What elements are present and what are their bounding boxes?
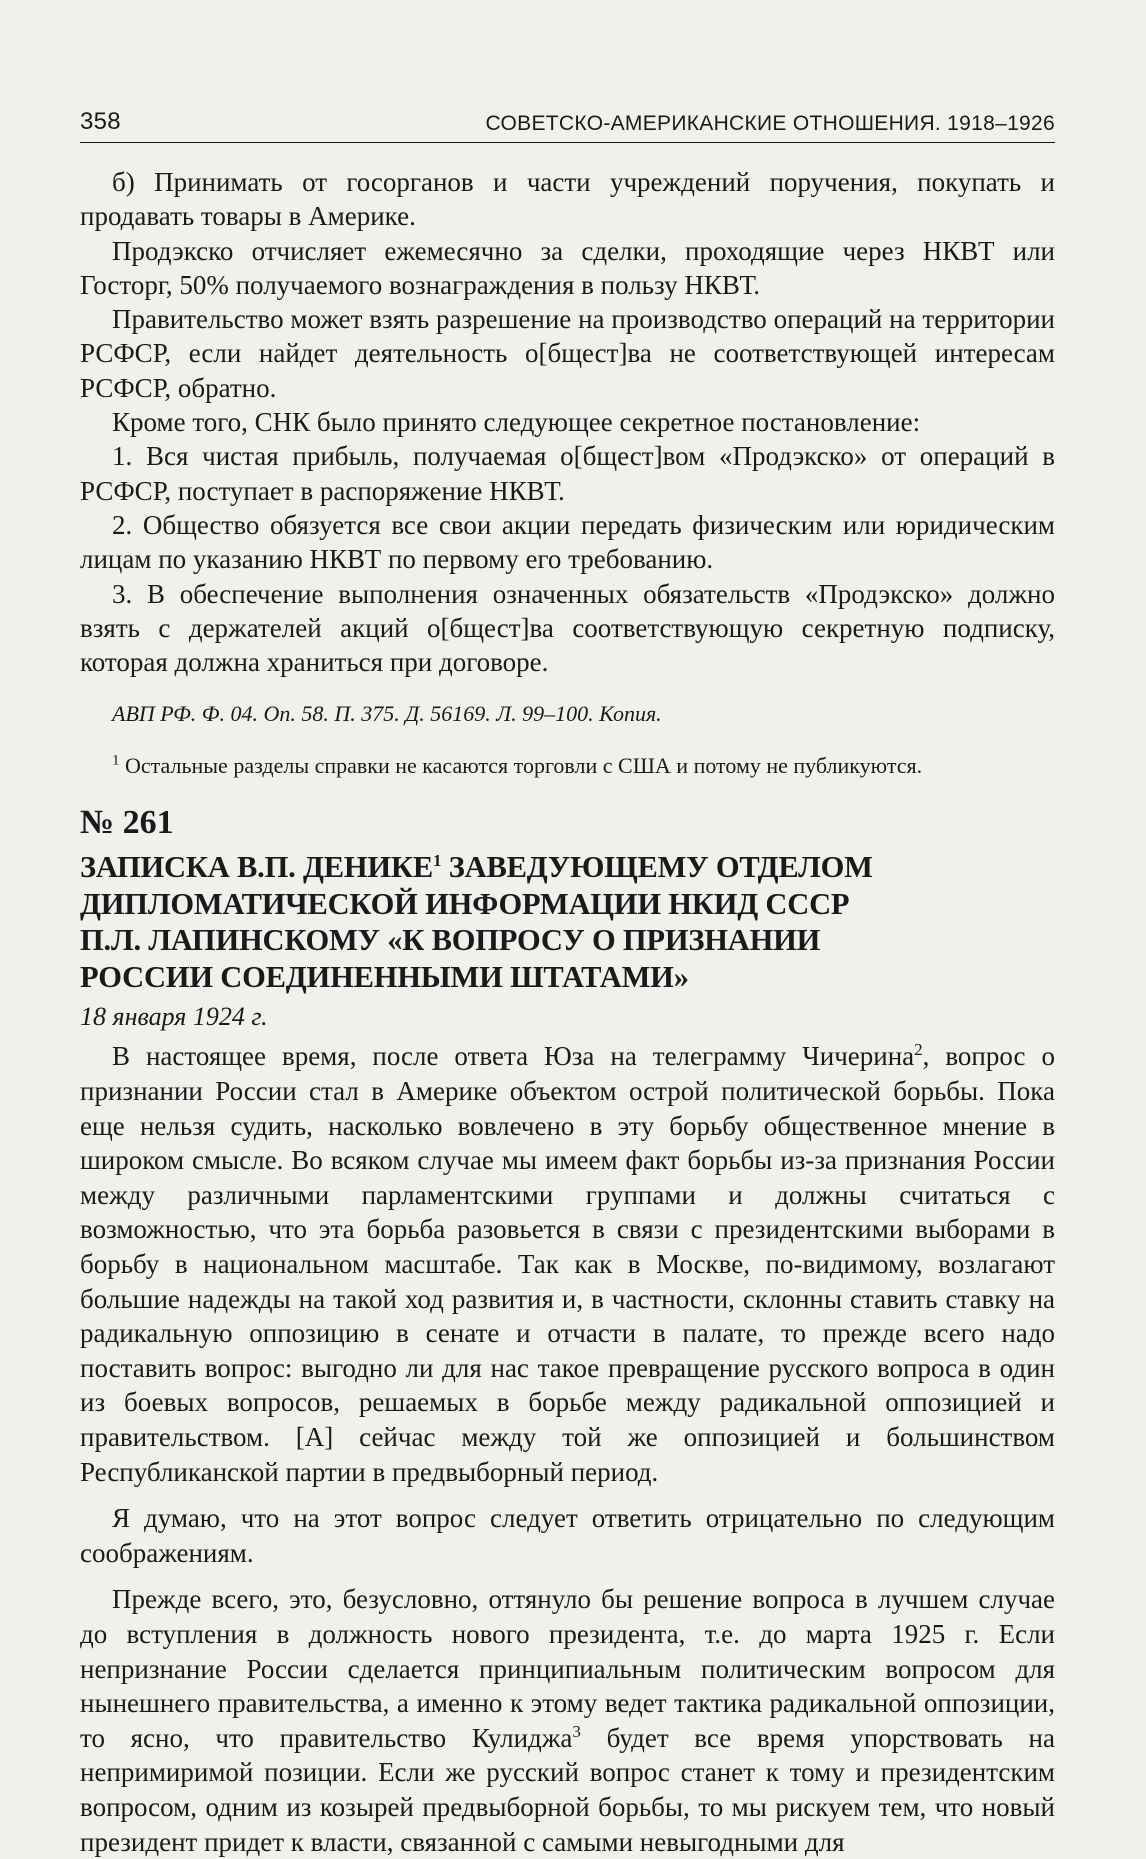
paragraph-text: В настоящее время, после ответа Юза на телеграмму Чичерина — [112, 1041, 915, 1072]
page-number: 358 — [80, 108, 121, 135]
paragraph: Правительство может взять разрешение на производство операций на территории РСФСР, если найдет деятельность о[бщест]ва не соответствующей интересам РСФСР, обратно. — [80, 304, 1055, 403]
footnote-marker: 2 — [914, 1040, 923, 1060]
paragraph — [80, 1582, 1055, 1859]
running-header — [80, 108, 1055, 143]
paragraph: 1. Вся чистая прибыль, получаемая о[бщест]вом «Продэкско» от операций в РСФСР, поступает в распоряжение НКВТ. — [80, 441, 1055, 506]
title-footnote-marker: 1 — [432, 851, 442, 871]
paragraph-text: будет все время упорствовать на непримиримой позиции. Если же русский вопрос станет к тому и президентским вопросом, одним из козырей предвыборной борьбы, то мы рискуем тем, что новый президент придет к власти, связанной с самыми невыгодными для — [80, 1722, 1055, 1857]
footnote — [80, 751, 1055, 781]
title-line: ДИПЛОМАТИЧЕСКОЙ ИНФОРМАЦИИ НКИД СССР — [80, 886, 850, 921]
section-a — [80, 165, 1055, 679]
paragraph: Я думаю, что на этот вопрос следует ответить отрицательно по следующим соображениям. — [80, 1503, 1055, 1568]
paragraph — [80, 1039, 1055, 1489]
document-title — [80, 849, 1055, 995]
title-line — [80, 849, 1055, 886]
running-title: СОВЕТСКО-АМЕРИКАНСКИЕ ОТНОШЕНИЯ. 1918–1926 — [485, 112, 1055, 135]
title-text: ЗАВЕДУЮЩЕМУ ОТДЕЛОМ — [441, 850, 873, 885]
paragraph: 3. В обеспечение выполнения означенных обязательств «Продэкско» должно взять с держателей акций о[бщест]ва соответствующую секретную подписку, которая должна храниться при договоре. — [80, 578, 1055, 678]
section-b — [80, 1039, 1055, 1859]
document-page — [80, 108, 1055, 1859]
body-text — [80, 165, 1055, 1859]
title-text: ЗАПИСКА В.П. ДЕНИКЕ — [80, 850, 433, 885]
paragraph-text: , вопрос о признании России стал в Америке объектом острой политической борьбы. Пока еще нельзя судить, насколько вовлечено в эту борьбу общественное мнение в широком смысле. Во всяком случае мы имеем факт борьбы из-за признания России между различными парламентскими группами и должны считаться с возможностью, что эта борьба разовьется в связи с президентскими выборами в борьбу в национальном масштабе. Так как в Москве, по-видимому, возлагают большие надежды на такой ход развития и, в частности, склонны ставить ставку на радикальную оппозицию в сенате и отчасти в палате, то прежде всего надо поставить вопрос: выгодно ли для нас такое превращение русского вопроса в один из боевых вопросов, решаемых в борьбе между радикальной оппозицией и правительством. [А] сейчас между той же оппозицией и большинством Республиканской партии в предвыборный период. — [80, 1041, 1055, 1487]
title-line: П.Л. ЛАПИНСКОМУ «К ВОПРОСУ О ПРИЗНАНИИ — [80, 923, 821, 958]
document-date: 18 января 1924 г. — [80, 1002, 268, 1032]
footnote-marker: 1 — [112, 753, 120, 770]
footnote-text: Остальные разделы справки не касаются торговли с США и потому не публикуются. — [125, 753, 923, 779]
paragraph: б) Принимать от госорганов и части учреждений поручения, покупать и продавать товары в Америке. — [80, 167, 1055, 232]
footnote-marker: 3 — [572, 1721, 581, 1741]
archive-reference: АВП РФ. Ф. 04. Оп. 58. П. 375. Д. 56169. Л. 99–100. Копия. — [112, 701, 662, 727]
document-number: № 261 — [80, 804, 174, 842]
paragraph: 2. Общество обязуется все свои акции передать физическим или юридическим лицам по указанию НКВТ по первому его требованию. — [80, 509, 1055, 575]
paragraph: Кроме того, СНК было принято следующее секретное постановление: — [112, 407, 921, 438]
paragraph: Продэкско отчисляет ежемесячно за сделки, проходящие через НКВТ или Госторг, 50% получаемого вознаграждения в пользу НКВТ. — [80, 235, 1055, 300]
paragraph-text: Прежде всего, это, безусловно, оттянуло бы решение вопроса в лучшем случае до вступления в должность нового президента, т.е. до марта 1925 г. Если непризнание России сделается принципиальным политическим вопросом для нынешнего правительства, а именно к этому ведет тактика радикальной оппозиции, то ясно, что правительство Кулиджа — [80, 1584, 1055, 1753]
title-line: РОССИИ СОЕДИНЕННЫМИ ШТАТАМИ» — [80, 959, 689, 994]
